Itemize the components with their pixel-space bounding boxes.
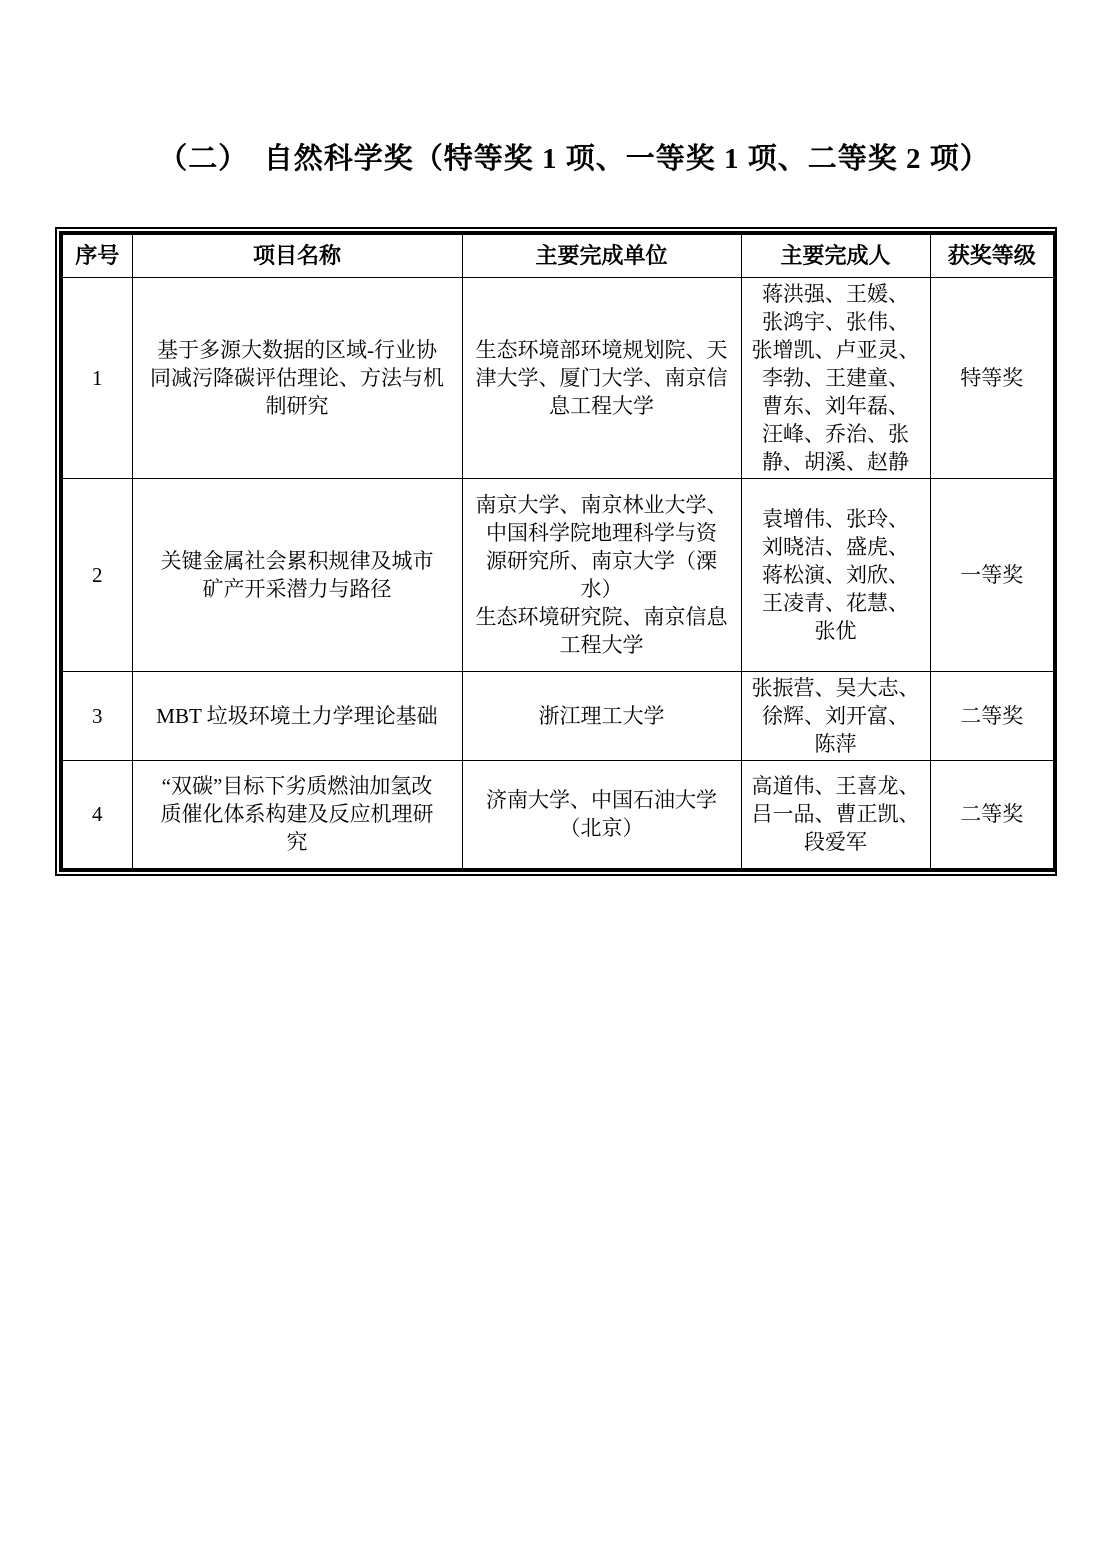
cell-award: 二等奖 (930, 672, 1055, 761)
awards-table-border (55, 227, 1057, 876)
cell-project: MBT 垃圾环境土力学理论基础 (132, 672, 462, 761)
awards-table (59, 231, 1057, 872)
header-cell-people: 主要完成人 (741, 233, 930, 278)
cell-award: 特等奖 (930, 278, 1055, 479)
table-header-row (61, 233, 1055, 278)
header-cell-award: 获奖等级 (930, 233, 1055, 278)
cell-people: 张振营、吴大志、 徐辉、刘开富、 陈萍 (741, 672, 930, 761)
cell-award: 二等奖 (930, 761, 1055, 870)
page-title: （二） 自然科学奖（特等奖 1 项、一等奖 1 项、二等奖 2 项） (158, 143, 990, 175)
cell-organizations: 南京大学、南京林业大学、 中国科学院地理科学与资 源研究所、南京大学（溧水） 生态环境研究院、南京信息 工程大学 (462, 479, 741, 672)
cell-project: 关键金属社会累积规律及城市 矿产开采潜力与路径 (132, 479, 462, 672)
cell-index: 1 (61, 278, 132, 479)
cell-index: 4 (61, 761, 132, 870)
table-row (61, 278, 1055, 479)
header-cell-index: 序号 (61, 233, 132, 278)
cell-project: 基于多源大数据的区域-行业协 同减污降碳评估理论、方法与机 制研究 (132, 278, 462, 479)
header-cell-project: 项目名称 (132, 233, 462, 278)
cell-organizations: 浙江理工大学 (462, 672, 741, 761)
cell-people: 高道伟、王喜龙、 吕一品、曹正凯、 段爱军 (741, 761, 930, 870)
cell-people: 袁增伟、张玲、 刘晓洁、盛虎、 蒋松演、刘欣、 王凌青、花慧、 张优 (741, 479, 930, 672)
table-row (61, 761, 1055, 870)
cell-index: 2 (61, 479, 132, 672)
cell-organizations: 济南大学、中国石油大学 （北京） (462, 761, 741, 870)
table-row (61, 479, 1055, 672)
header-cell-organizations: 主要完成单位 (462, 233, 741, 278)
table-row (61, 672, 1055, 761)
cell-people: 蒋洪强、王媛、 张鸿宇、张伟、 张增凯、卢亚灵、 李勃、王建童、 曹东、刘年磊、 汪峰、乔治、张 静、胡溪、赵静 (741, 278, 930, 479)
cell-project: “双碳”目标下劣质燃油加氢改 质催化体系构建及反应机理研 究 (132, 761, 462, 870)
cell-award: 一等奖 (930, 479, 1055, 672)
cell-index: 3 (61, 672, 132, 761)
cell-organizations: 生态环境部环境规划院、天 津大学、厦门大学、南京信 息工程大学 (462, 278, 741, 479)
